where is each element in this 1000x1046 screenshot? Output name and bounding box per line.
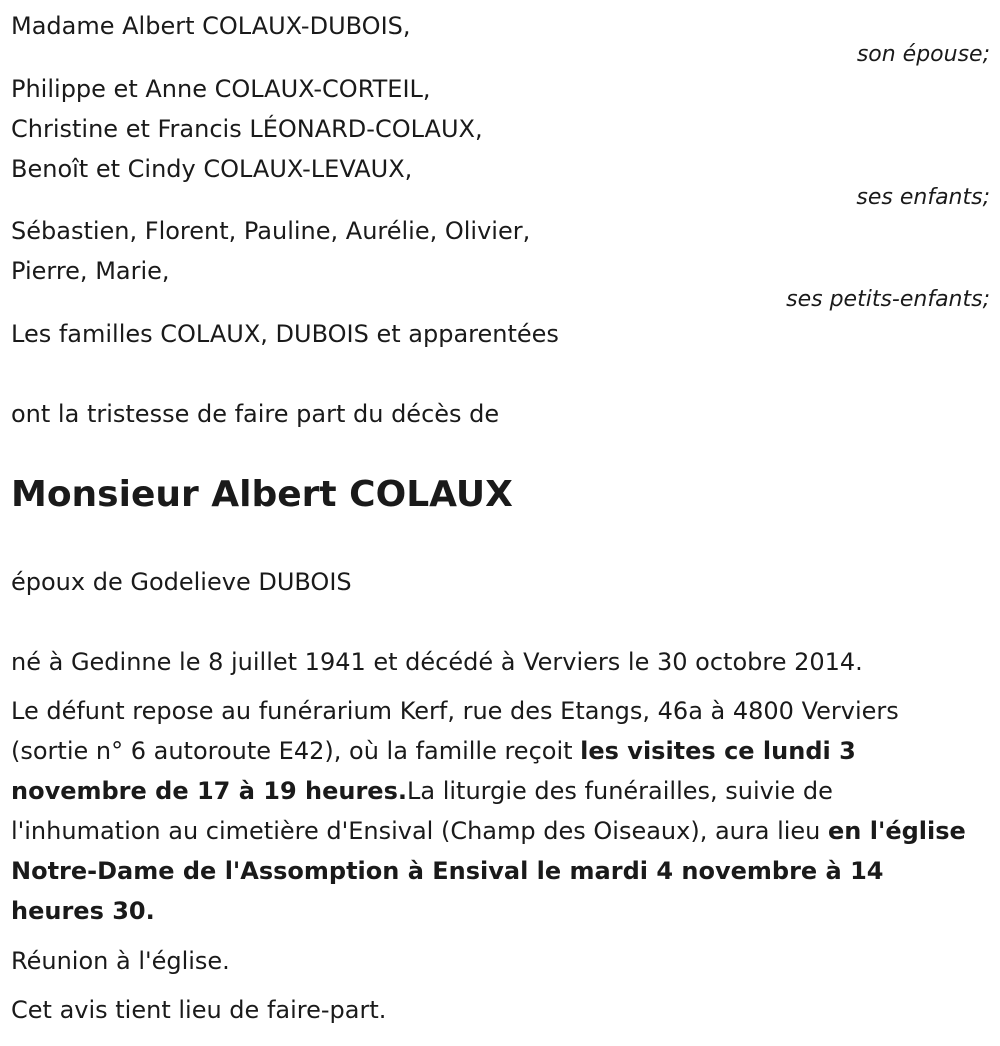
child-line-2: Christine et Francis LÉONARD-COLAUX, — [11, 115, 483, 143]
children-block — [11, 69, 990, 210]
families-line: Les familles COLAUX, DUBOIS et apparentées — [11, 320, 559, 348]
grandchild-line-2: Pierre, Marie, — [11, 257, 170, 285]
announcement-line: ont la tristesse de faire part du décès de — [11, 400, 500, 428]
spouse-name: Madame Albert COLAUX-DUBOIS, — [11, 12, 411, 40]
notice-line: Cet avis tient lieu de faire-part. — [11, 996, 387, 1024]
birth-death-line: né à Gedinne le 8 juillet 1941 et décédé à Verviers le 30 octobre 2014. — [11, 648, 863, 676]
spouse-block — [11, 6, 990, 67]
deceased-name: Monsieur Albert COLAUX — [11, 474, 513, 515]
ceremony-bold-text: en l'église Notre-Dame de l'Assomption à Ensival le mardi 4 novembre à 14 heures 30. — [11, 817, 966, 925]
grandchildren-block — [11, 211, 990, 312]
visits-bold-text: les visites ce lundi 3 novembre de 17 à 19 heures. — [11, 737, 856, 805]
children-role: ses enfants; — [856, 185, 990, 210]
reunion-line: Réunion à l'église. — [11, 947, 230, 975]
spouse-of-line: époux de Godelieve DUBOIS — [11, 568, 352, 596]
child-line-1: Philippe et Anne COLAUX-CORTEIL, — [11, 75, 431, 103]
child-line-3: Benoît et Cindy COLAUX-LEVAUX, — [11, 155, 413, 183]
grandchild-line-1: Sébastien, Florent, Pauline, Aurélie, Olivier, — [11, 217, 531, 245]
funeral-details — [11, 691, 981, 931]
details-text-2: La liturgie des funérailles, suivie de l'inhumation au cimetière d'Ensival (Champ des Oiseaux), aura lieu — [11, 777, 833, 845]
spouse-role: son épouse; — [856, 42, 990, 67]
details-text-1: Le défunt repose au funérarium Kerf, rue des Etangs, 46a à 4800 Verviers (sortie n° 6 autoroute E42), où la famille reçoit — [11, 697, 899, 765]
grandchildren-role: ses petits-enfants; — [786, 287, 990, 312]
